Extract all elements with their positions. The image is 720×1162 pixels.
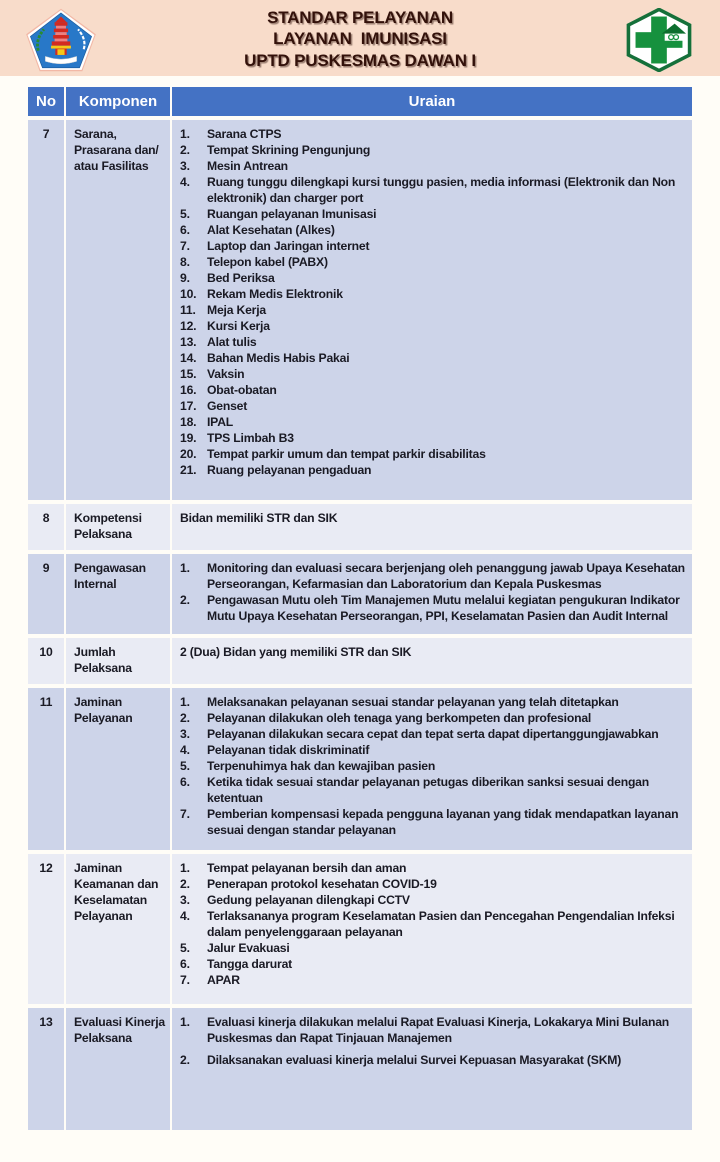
list-item-text: Alat Kesehatan (Alkes) bbox=[207, 223, 335, 237]
list-item-number: 2. bbox=[180, 143, 190, 157]
uraian-list-item bbox=[180, 366, 686, 382]
uraian-list-item bbox=[180, 462, 686, 478]
list-item-text: Pelayanan dilakukan oleh tenaga yang berkompeten dan profesional bbox=[207, 711, 592, 725]
row-komponen: Jumlah Pelaksana bbox=[66, 638, 170, 684]
list-item-number: 17. bbox=[180, 399, 197, 413]
row-komponen: Kompetensi Pelaksana bbox=[66, 504, 170, 550]
list-item-number: 6. bbox=[180, 957, 190, 971]
uraian-list-item bbox=[180, 270, 686, 286]
list-item-number: 7. bbox=[180, 973, 190, 987]
puskesmas-green-cross-logo-icon bbox=[622, 8, 696, 72]
uraian-list-item bbox=[180, 710, 686, 726]
uraian-list-item bbox=[180, 1052, 686, 1068]
row-number: 10 bbox=[28, 638, 64, 684]
list-item-text: Ruang pelayanan pengaduan bbox=[207, 463, 372, 477]
uraian-list-item bbox=[180, 350, 686, 366]
list-item-number: 3. bbox=[180, 159, 190, 173]
list-item-number: 19. bbox=[180, 431, 197, 445]
row-komponen: Jaminan Pelayanan bbox=[66, 688, 170, 850]
col-header-komponen: Komponen bbox=[66, 87, 170, 116]
uraian-list-item bbox=[180, 430, 686, 446]
list-item-number: 5. bbox=[180, 759, 190, 773]
uraian-list-item bbox=[180, 398, 686, 414]
list-item-text: Alat tulis bbox=[207, 335, 257, 349]
list-item-text: Terlaksananya program Keselamatan Pasien dan Pencegahan Pengendalian Infeksi dalam penyelenggaraan pelayanan bbox=[207, 909, 675, 939]
uraian-list-item bbox=[180, 126, 686, 142]
list-item-text: Kursi Kerja bbox=[207, 319, 270, 333]
row-uraian bbox=[172, 638, 692, 684]
col-header-no: No bbox=[28, 87, 64, 116]
uraian-list-item bbox=[180, 774, 686, 806]
row-number: 12 bbox=[28, 854, 64, 1004]
table-row bbox=[28, 1008, 692, 1130]
row-uraian bbox=[172, 688, 692, 850]
table-row bbox=[28, 504, 692, 550]
row-komponen: Pengawasan Internal bbox=[66, 554, 170, 634]
list-item-text: Meja Kerja bbox=[207, 303, 266, 317]
uraian-text: 2 (Dua) Bidan yang memiliki STR dan SIK bbox=[180, 645, 412, 659]
uraian-list-item bbox=[180, 446, 686, 462]
row-number: 7 bbox=[28, 120, 64, 500]
table-row bbox=[28, 554, 692, 634]
list-item-number: 20. bbox=[180, 447, 197, 461]
list-item-number: 1. bbox=[180, 561, 190, 575]
row-uraian bbox=[172, 854, 692, 1004]
uraian-list-item bbox=[180, 876, 686, 892]
uraian-list-item bbox=[180, 254, 686, 270]
list-item-number: 1. bbox=[180, 695, 190, 709]
uraian-list-item bbox=[180, 742, 686, 758]
list-item-number: 21. bbox=[180, 463, 197, 477]
list-item-number: 4. bbox=[180, 909, 190, 923]
header-banner bbox=[0, 0, 720, 76]
list-item-text: Pelayanan dilakukan secara cepat dan tepat serta dapat dipertanggungjawabkan bbox=[207, 727, 659, 741]
list-item-number: 7. bbox=[180, 807, 190, 821]
uraian-list-item bbox=[180, 940, 686, 956]
table-row bbox=[28, 854, 692, 1004]
list-item-number: 2. bbox=[180, 877, 190, 891]
klungkung-regency-emblem-icon bbox=[24, 8, 98, 72]
list-item-number: 2. bbox=[180, 593, 190, 607]
list-item-number: 2. bbox=[180, 711, 190, 725]
list-item-number: 10. bbox=[180, 287, 197, 301]
uraian-list-item bbox=[180, 1014, 686, 1046]
list-item-text: Evaluasi kinerja dilakukan melalui Rapat Evaluasi Kinerja, Lokakarya Mini Bulanan Puskesmas dan Rapat Tinjauan Manajemen bbox=[207, 1015, 670, 1045]
uraian-list-item bbox=[180, 318, 686, 334]
list-item-text: Tempat pelayanan bersih dan aman bbox=[207, 861, 407, 875]
title-line-1: STANDAR PELAYANAN bbox=[267, 8, 453, 28]
list-item-number: 18. bbox=[180, 415, 197, 429]
list-item-text: Tempat Skrining Pengunjung bbox=[207, 143, 371, 157]
row-komponen: Sarana, Prasarana dan/ atau Fasilitas bbox=[66, 120, 170, 500]
uraian-list-item bbox=[180, 302, 686, 318]
list-item-text: Dilaksanakan evaluasi kinerja melalui Survei Kepuasan Masyarakat (SKM) bbox=[207, 1053, 622, 1067]
list-item-text: Tangga darurat bbox=[207, 957, 293, 971]
list-item-text: Rekam Medis Elektronik bbox=[207, 287, 343, 301]
uraian-list-item bbox=[180, 806, 686, 838]
uraian-list-item bbox=[180, 142, 686, 158]
list-item-text: Ruangan pelayanan Imunisasi bbox=[207, 207, 377, 221]
list-item-text: Jalur Evakuasi bbox=[207, 941, 290, 955]
list-item-text: Bahan Medis Habis Pakai bbox=[207, 351, 350, 365]
uraian-list-item bbox=[180, 158, 686, 174]
col-header-uraian: Uraian bbox=[172, 87, 692, 116]
table-header bbox=[28, 87, 692, 116]
uraian-list-item bbox=[180, 238, 686, 254]
list-item-text: Terpenuhimya hak dan kewajiban pasien bbox=[207, 759, 436, 773]
uraian-list-item bbox=[180, 592, 686, 624]
table-row bbox=[28, 120, 692, 500]
list-item-number: 9. bbox=[180, 271, 190, 285]
list-item-number: 5. bbox=[180, 207, 190, 221]
list-item-text: Ruang tunggu dilengkapi kursi tunggu pasien, media informasi (Elektronik dan Non elektronik) dan charger port bbox=[207, 175, 676, 205]
table-row bbox=[28, 638, 692, 684]
list-item-number: 15. bbox=[180, 367, 197, 381]
list-item-number: 3. bbox=[180, 727, 190, 741]
list-item-number: 12. bbox=[180, 319, 197, 333]
list-item-text: Laptop dan Jaringan internet bbox=[207, 239, 370, 253]
list-item-text: TPS Limbah B3 bbox=[207, 431, 294, 445]
list-item-number: 3. bbox=[180, 893, 190, 907]
uraian-list-item bbox=[180, 726, 686, 742]
list-item-text: Telepon kabel (PABX) bbox=[207, 255, 328, 269]
list-item-text: Pemberian kompensasi kepada pengguna layanan yang tidak mendapatkan layanan sesuai dengan standar pelayanan bbox=[207, 807, 679, 837]
list-item-text: Gedung pelayanan dilengkapi CCTV bbox=[207, 893, 410, 907]
row-uraian bbox=[172, 504, 692, 550]
row-number: 13 bbox=[28, 1008, 64, 1130]
list-item-text: Tempat parkir umum dan tempat parkir disabilitas bbox=[207, 447, 486, 461]
uraian-list-item bbox=[180, 892, 686, 908]
uraian-list-item bbox=[180, 286, 686, 302]
row-uraian bbox=[172, 1008, 692, 1130]
list-item-text: Pelayanan tidak diskriminatif bbox=[207, 743, 370, 757]
uraian-list-item bbox=[180, 560, 686, 592]
list-item-text: Sarana CTPS bbox=[207, 127, 282, 141]
list-item-text: Pengawasan Mutu oleh Tim Manajemen Mutu melalui kegiatan pengukuran Indikator Mutu Upaya Kesehatan Perseorangan, PPI, Keselamatan Pasien dan Audit Internal bbox=[207, 593, 680, 623]
service-standard-table bbox=[26, 83, 694, 1134]
list-item-number: 1. bbox=[180, 127, 190, 141]
row-komponen: Jaminan Keamanan dan Keselamatan Pelayanan bbox=[66, 854, 170, 1004]
uraian-list-item bbox=[180, 908, 686, 940]
uraian-list-item bbox=[180, 382, 686, 398]
list-item-text: Mesin Antrean bbox=[207, 159, 288, 173]
list-item-number: 1. bbox=[180, 1015, 190, 1029]
row-komponen: Evaluasi Kinerja Pelaksana bbox=[66, 1008, 170, 1130]
list-item-text: Vaksin bbox=[207, 367, 245, 381]
table-body bbox=[28, 120, 692, 1130]
list-item-number: 6. bbox=[180, 775, 190, 789]
list-item-number: 1. bbox=[180, 861, 190, 875]
row-number: 11 bbox=[28, 688, 64, 850]
list-item-number: 2. bbox=[180, 1053, 190, 1067]
row-uraian bbox=[172, 554, 692, 634]
list-item-number: 13. bbox=[180, 335, 197, 349]
list-item-text: Melaksanakan pelayanan sesuai standar pelayanan yang telah ditetapkan bbox=[207, 695, 619, 709]
uraian-list-item bbox=[180, 222, 686, 238]
list-item-number: 16. bbox=[180, 383, 197, 397]
table-row bbox=[28, 688, 692, 850]
row-uraian bbox=[172, 120, 692, 500]
uraian-list-item bbox=[180, 174, 686, 206]
list-item-number: 6. bbox=[180, 223, 190, 237]
title-line-3: UPTD PUSKESMAS DAWAN I bbox=[244, 50, 476, 70]
uraian-list-item bbox=[180, 860, 686, 876]
uraian-list-item bbox=[180, 694, 686, 710]
uraian-text: Bidan memiliki STR dan SIK bbox=[180, 511, 338, 525]
list-item-number: 14. bbox=[180, 351, 197, 365]
uraian-list-item bbox=[180, 334, 686, 350]
list-item-number: 4. bbox=[180, 743, 190, 757]
list-item-text: Ketika tidak sesuai standar pelayanan petugas diberikan sanksi sesuai dengan ketentuan bbox=[207, 775, 650, 805]
title-line-2: LAYANAN IMUNISASI bbox=[273, 29, 447, 49]
list-item-text: Obat-obatan bbox=[207, 383, 277, 397]
uraian-list-item bbox=[180, 972, 686, 988]
list-item-number: 8. bbox=[180, 255, 190, 269]
uraian-list-item bbox=[180, 758, 686, 774]
list-item-text: Bed Periksa bbox=[207, 271, 275, 285]
list-item-text: IPAL bbox=[207, 415, 234, 429]
row-number: 8 bbox=[28, 504, 64, 550]
list-item-number: 5. bbox=[180, 941, 190, 955]
row-number: 9 bbox=[28, 554, 64, 634]
list-item-number: 7. bbox=[180, 239, 190, 253]
document-title bbox=[98, 7, 622, 73]
list-item-text: Genset bbox=[207, 399, 248, 413]
list-item-number: 4. bbox=[180, 175, 190, 189]
list-item-text: Monitoring dan evaluasi secara berjenjang oleh penanggung jawab Upaya Kesehatan Perseorangan, Kefarmasian dan Laboratorium dan Kepala Puskesmas bbox=[207, 561, 685, 591]
list-item-text: Penerapan protokol kesehatan COVID-19 bbox=[207, 877, 437, 891]
uraian-list-item bbox=[180, 206, 686, 222]
uraian-list-item bbox=[180, 414, 686, 430]
list-item-number: 11. bbox=[180, 303, 196, 317]
list-item-text: APAR bbox=[207, 973, 240, 987]
uraian-list-item bbox=[180, 956, 686, 972]
